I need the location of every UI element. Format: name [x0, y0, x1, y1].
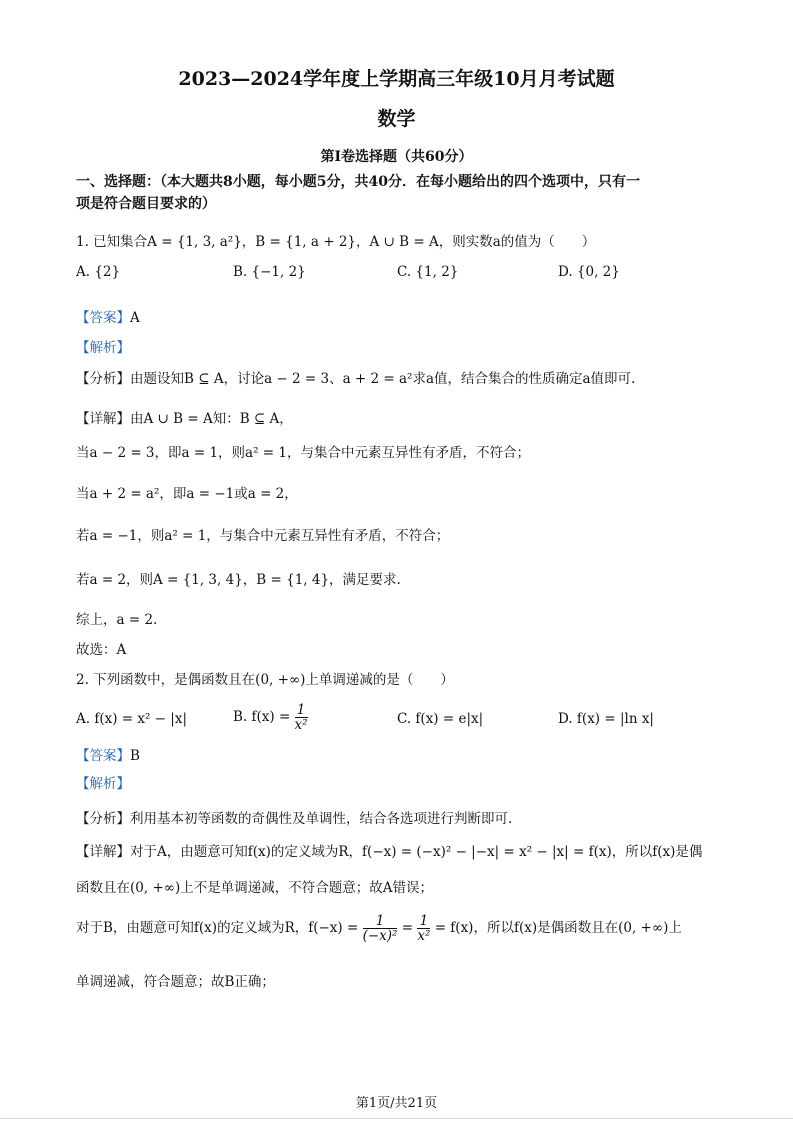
q2-xiangjie-b-line1: 对于B，由题意可知f(x)的定义域为R，f(−x) = $\frac{1}{\text{(−x)²}}$ = $\frac{1}{\text{x²}}$ = f(x)，所以f(x)是偶函数且在(0, +∞)上 — [76, 913, 682, 944]
q1-jiexi-tag: 【解析】 — [76, 340, 130, 356]
q1-step-4: 若a = 2，则A = {1, 3, 4}，B = {1, 4}，满足要求. — [76, 572, 401, 588]
q1-xiangjie-row — [76, 409, 293, 429]
section-title: 第Ⅰ卷选择题（共60分） — [320, 149, 473, 165]
q1-answer-row — [76, 308, 140, 328]
q1-stem: 1. 已知集合A = {1, 3, a²}，B = {1, a + 2}，A ∪ B = A，则实数a的值为（ ） — [76, 234, 596, 250]
q1-step-5: 综上，a = 2. — [76, 612, 158, 628]
fraction: $\frac{1}{\text{x²}}$ — [417, 913, 431, 944]
xiangjie-tag: 【详解】 — [76, 844, 130, 860]
q1-answer: A — [130, 310, 140, 326]
xiangjie-tag: 【详解】 — [76, 411, 130, 427]
q2-answer: B — [130, 748, 140, 764]
q2-jiexi-tag: 【解析】 — [76, 776, 130, 792]
q1-step-1: 当a − 2 = 3，即a = 1，则a² = 1，与集合中元素互异性有矛盾，不符合； — [76, 445, 530, 461]
bottom-divider — [0, 1118, 793, 1119]
subject-title: 数学 — [377, 108, 416, 130]
q2-answer-row — [76, 746, 140, 766]
q1-step-6: 故选：A — [76, 642, 127, 658]
fenxi-tag: 【分析】 — [76, 811, 130, 827]
part-heading-line2: 项是符合题目要求的） — [76, 196, 216, 212]
q1-option-b: B. {−1, 2} — [233, 264, 306, 280]
q1-step-3: 若a = −1，则a² = 1，与集合中元素互异性有矛盾，不符合； — [76, 528, 450, 544]
fraction: $\frac{1}{\text{(−x)²}}$ — [362, 913, 398, 944]
q1-xiangjie: 由A ∪ B = A知：B ⊆ A， — [130, 411, 293, 427]
q2-option-b-prefix: B. f(x) = — [233, 709, 291, 725]
fenxi-tag: 【分析】 — [76, 371, 130, 387]
q2-option-a: A. f(x) = x² − |x| — [76, 711, 187, 727]
q2-option-d: D. f(x) = |ln x| — [558, 711, 654, 727]
q2-xiangjie-a-line2: 函数且在(0, +∞)上不是单调递减，不符合题意；故A错误； — [76, 880, 434, 896]
q1-option-d: D. {0, 2} — [558, 264, 620, 280]
q2-xiangjie-a-line1: 【详解】对于A，由题意可知f(x)的定义域为R，f(−x) = (−x)² − |−x| = x² − |x| = f(x)，所以f(x)是偶 — [76, 844, 703, 860]
q2-xiangjie-b-line2: 单调递减，符合题意；故B正确； — [76, 974, 275, 990]
exam-title: 2023—2024学年度上学期高三年级10月月考试题 — [178, 68, 615, 90]
q1-option-c: C. {1, 2} — [397, 264, 459, 280]
q2-fenxi: 利用基本初等函数的奇偶性及单调性，结合各选项进行判断即可. — [130, 811, 513, 827]
q1-option-a: A. {2} — [76, 264, 121, 280]
q1-fenxi-row — [76, 369, 635, 389]
page-footer: 第1页/共21页 — [355, 1096, 438, 1111]
answer-tag: 【答案】 — [76, 748, 130, 764]
q2-option-c: C. f(x) = e|x| — [397, 711, 484, 727]
q2-option-b — [233, 703, 308, 732]
q1-step-2: 当a + 2 = a²，即a = −1或a = 2， — [76, 486, 298, 502]
q2-stem: 2. 下列函数中，是偶函数且在(0, +∞)上单调递减的是（ ） — [76, 672, 454, 688]
part-heading-line1: 一、选择题：（本大题共8小题，每小题5分，共40分．在每小题给出的四个选项中，只有一 — [76, 174, 640, 190]
q1-fenxi: 由题设知B ⊆ A，讨论a − 2 = 3、a + 2 = a²求a值，结合集合的性质确定a值即可. — [130, 371, 636, 387]
q2-fenxi-row — [76, 809, 512, 829]
answer-tag: 【答案】 — [76, 310, 130, 326]
q2-option-b-fraction: $\frac{1}{\text{x²}}$ — [294, 702, 308, 733]
